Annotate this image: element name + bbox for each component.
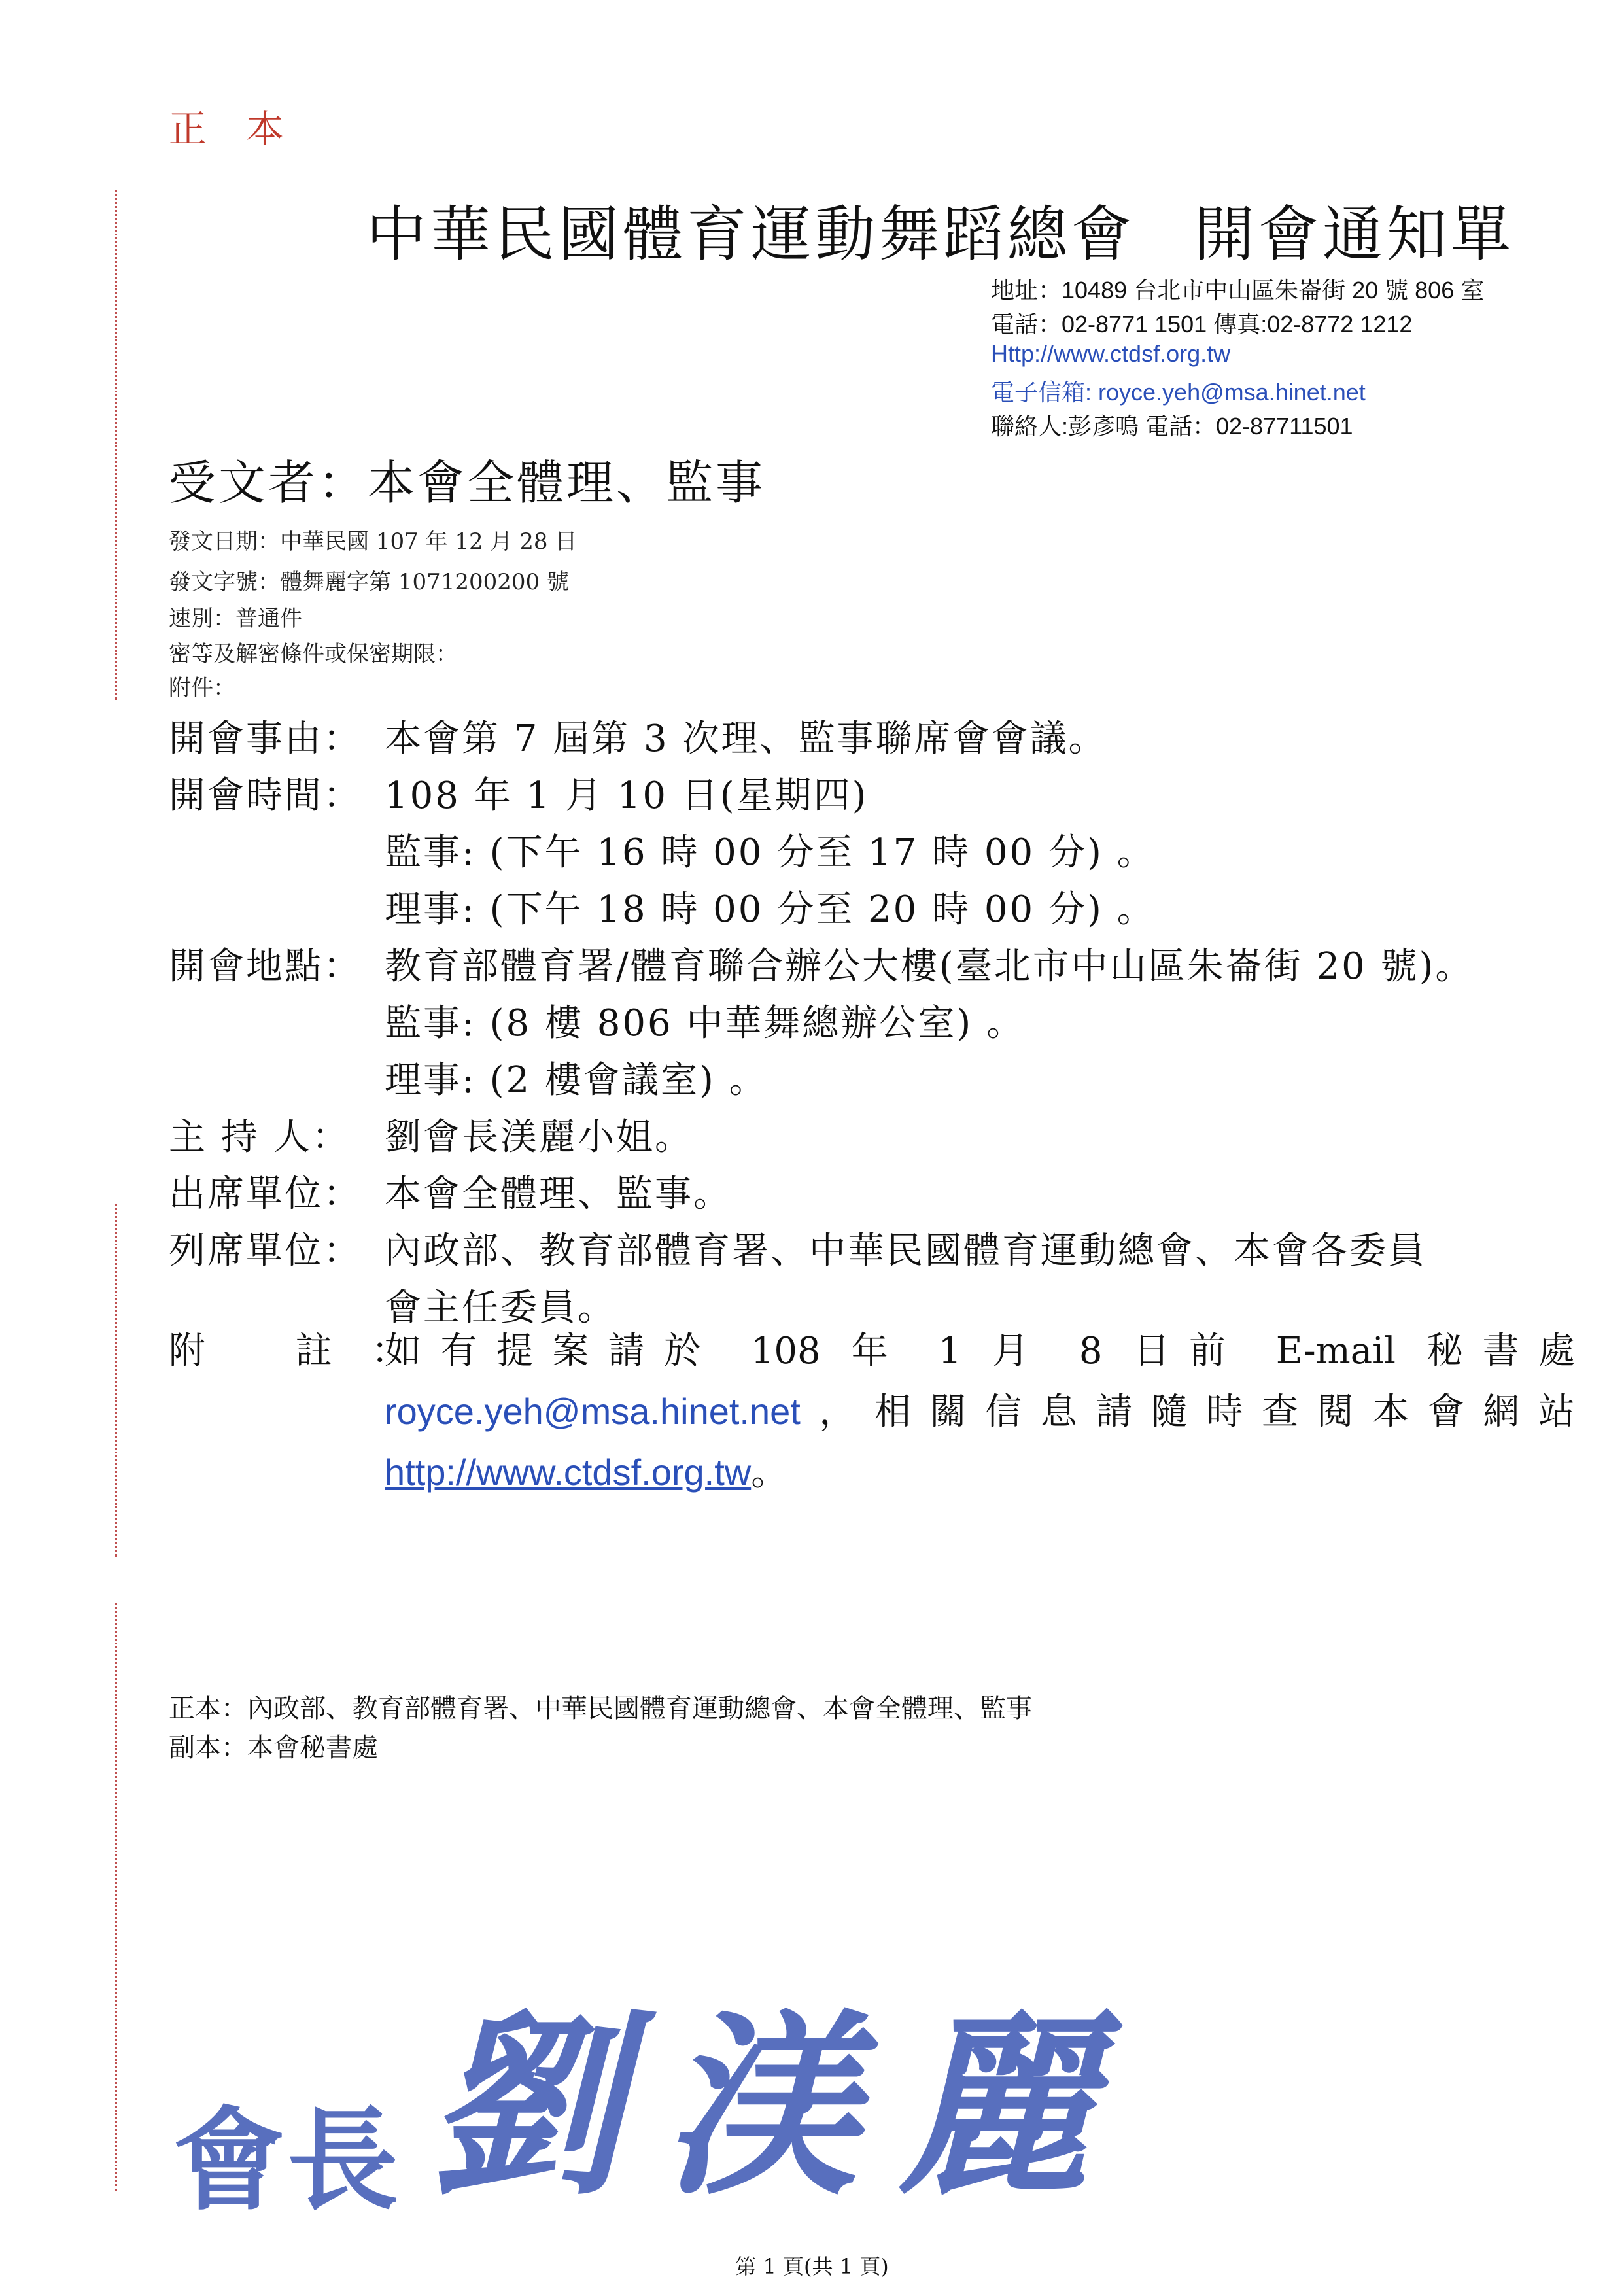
organization-name: 中華民國體育運動舞蹈總會: [366, 200, 1136, 270]
meeting-observers-continued: 會主任委員。: [385, 1287, 616, 1329]
page-number: 第 1 頁(共 1 頁): [735, 2254, 889, 2279]
security-level: 密等及解密條件或保密期限：: [169, 641, 458, 667]
meeting-place: [169, 937, 1474, 990]
document-title: [366, 186, 1515, 273]
issue-date: 發文日期：中華民國 107 年 12 月 28 日: [169, 529, 578, 555]
meeting-observers-label: 列席單位：: [169, 1230, 362, 1272]
meeting-host-text: 劉會長渼麗小姐。: [385, 1116, 693, 1158]
meeting-place-label: 開會地點：: [169, 945, 362, 988]
meeting-attendees-text: 本會全體理、監事。: [385, 1173, 732, 1215]
meeting-reason-text: 本會第 7 屆第 3 次理、監事聯席會會議。: [385, 718, 1107, 760]
punch-margin-line-top: [115, 190, 117, 700]
contact-person: 聯絡人:彭彥鳴 電話：02-87711501: [991, 413, 1353, 440]
attachment: 附件：: [169, 675, 235, 701]
meeting-time-text: 108 年 1 月 10 日(星期四): [385, 774, 869, 817]
meeting-time: [169, 767, 868, 819]
document-type: 開會通知單: [1194, 200, 1515, 270]
delivery-speed: 速別：普通件: [169, 606, 302, 632]
meeting-time-label: 開會時間：: [169, 774, 362, 817]
contact-website[interactable]: Http://www.ctdsf.org.tw: [991, 340, 1231, 367]
meeting-observers-text: 內政部、教育部體育署、中華民國體育運動總會、本會各委員: [385, 1230, 1426, 1272]
meeting-place-directors: 理事: (2 樓會議室) 。: [385, 1059, 768, 1102]
meeting-note-body: [385, 1321, 1575, 1503]
meeting-host: [169, 1108, 693, 1160]
meeting-reason-label: 開會事由：: [169, 718, 362, 760]
contact-address: 地址：10489 台北市中山區朱崙街 20 號 806 室: [991, 277, 1485, 304]
note-website-link[interactable]: http://www.ctdsf.org.tw: [385, 1452, 752, 1493]
reference-number: 發文字號：體舞麗字第 1071200200 號: [169, 569, 569, 595]
distribution-copy: 副本：本會秘書處: [169, 1733, 378, 1763]
meeting-place-text: 教育部體育署/體育聯合辦公大樓(臺北市中山區朱崙街 20 號)。: [385, 945, 1474, 988]
meeting-note: [169, 1321, 1575, 1503]
meeting-note-text: 如有提案請於 108 年 1 月 8 日前 E-mail 秘書處: [385, 1330, 1575, 1372]
chairperson-seal: [173, 1949, 1133, 2231]
meeting-attendees: [169, 1165, 732, 1217]
recipient: 受文者：本會全體理、監事: [169, 455, 766, 510]
contact-email-line: [991, 374, 1366, 408]
meeting-attendees-label: 出席單位：: [169, 1173, 362, 1215]
meeting-note-label: 附 註：: [169, 1330, 447, 1372]
seal-name: 劉渼麗: [427, 1991, 1134, 2221]
meeting-observers: [169, 1222, 1426, 1274]
meeting-note-text-end: 。: [751, 1452, 788, 1494]
note-email-link[interactable]: royce.yeh@msa.hinet.net: [385, 1391, 801, 1432]
punch-margin-line-middle: [115, 1204, 117, 1557]
meeting-reason: [169, 710, 1107, 762]
original-copy-mark: 正本: [169, 107, 324, 151]
contact-email[interactable]: royce.yeh@msa.hinet.net: [1098, 379, 1366, 406]
distribution-original: 正本：內政部、教育部體育署、中華民國體育運動總會、本會全體理、監事: [169, 1694, 1032, 1724]
meeting-note-text-middle: ，相關信息請隨時查閱本會網站: [800, 1391, 1575, 1433]
meeting-host-label: 主 持 人：: [169, 1116, 351, 1158]
punch-margin-line-bottom: [115, 1603, 117, 2191]
meeting-place-supervisors: 監事: (8 樓 806 中華舞總辦公室) 。: [385, 1002, 1026, 1045]
contact-phone-fax: 電話：02-8771 1501 傳真:02-8772 1212: [991, 311, 1413, 338]
contact-email-label: 電子信箱:: [991, 379, 1099, 406]
seal-title: 會長: [173, 2095, 402, 2226]
meeting-time-supervisors: 監事: (下午 16 時 00 分至 17 時 00 分) 。: [385, 831, 1156, 874]
meeting-time-directors: 理事: (下午 18 時 00 分至 20 時 00 分) 。: [385, 888, 1156, 931]
